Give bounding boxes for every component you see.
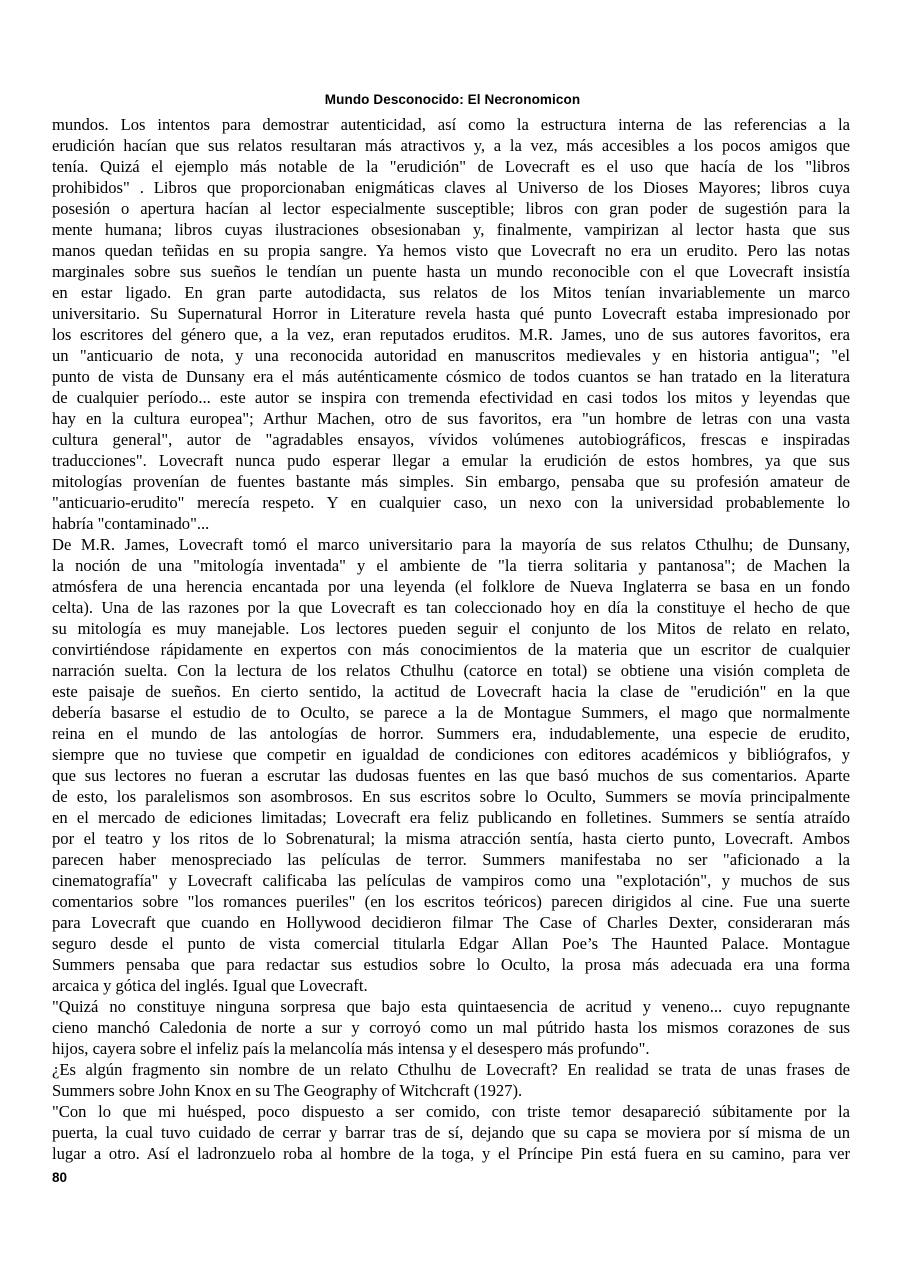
text-line: en el mercado de ediciones limitadas; Lovecraft era feliz publicando en folletines. Summers se sentía atraído xyxy=(52,808,850,827)
text-line: de esto, los paralelismos son asombrosos. En sus escritos sobre lo Oculto, Summers se movía principalmente xyxy=(52,787,850,806)
text-line: debería basarse el estudio de to Oculto, se parece a la de Montague Summers, el mago que normalmente xyxy=(52,703,850,722)
text-line: traducciones". Lovecraft nunca pudo esperar llegar a emular la erudición de estos hombres, ya que sus xyxy=(52,451,850,470)
text-line: un "anticuario de nota, y una reconocida autoridad en manuscritos medievales y en historia antigua"; "el xyxy=(52,346,850,365)
text-line: tenía. Quizá el ejemplo más notable de la "erudición" de Lovecraft es el uso que hacía de los "libros xyxy=(52,157,850,176)
text-line: ¿Es algún fragmento sin nombre de un relato Cthulhu de Lovecraft? En realidad se trata de unas frases de xyxy=(52,1060,850,1079)
text-line: Summers sobre John Knox en su The Geography of Witchcraft (1927). xyxy=(52,1081,523,1100)
text-line: puerta, la cual tuvo cuidado de cerrar y barrar tras de sí, dejando que su capa se moviera por sí misma de un xyxy=(52,1123,850,1142)
text-line: su mitología es muy manejable. Los lectores pueden seguir el conjunto de los Mitos de relato en relato, xyxy=(52,619,850,638)
paragraph xyxy=(52,534,850,996)
text-line: mundos. Los intentos para demostrar autenticidad, así como la estructura interna de las referencias a la xyxy=(52,115,850,134)
text-line: mente humana; libros cuyas ilustraciones obsesionaban y, finalmente, vampirizan al lector hasta que sus xyxy=(52,220,850,239)
text-line: erudición hacían que sus relatos resultaran más atractivos y, a la vez, más accesibles a los pocos amigos que xyxy=(52,136,850,155)
text-line: celta). Una de las razones por la que Lovecraft es tan coleccionado hoy en día la constituye el hecho de que xyxy=(52,598,850,617)
text-line: "anticuario-erudito" merecía respeto. Y en cualquier caso, un nexo con la universidad probablemente lo xyxy=(52,493,850,512)
text-line: cultura general", autor de "agradables ensayos, vívidos volúmenes autobiográficos, frescas e inspiradas xyxy=(52,430,850,449)
text-line: cinematografía" y Lovecraft calificaba las películas de vampiros como una "explotación", y muchos de sus xyxy=(52,871,850,890)
paragraph xyxy=(52,1059,850,1101)
text-line: cieno manchó Caledonia de norte a sur y corroyó como un mal pútrido hasta los mismos corazones de sus xyxy=(52,1018,850,1037)
text-line: parecen haber menospreciado las películas de terror. Summers manifestaba no ser "aficionado a la xyxy=(52,850,850,869)
text-line: Summers pensaba que para redactar sus estudios sobre lo Oculto, la prosa más adecuada era una forma xyxy=(52,955,850,974)
running-header: Mundo Desconocido: El Necronomicon xyxy=(324,92,581,107)
text-line: este paisaje de sueños. En cierto sentido, la actitud de Lovecraft hacia la clase de "erudición" en la que xyxy=(52,682,850,701)
text-line: mitologías provenían de fuentes bastante más simples. Sin embargo, pensaba que su profesión amateur de xyxy=(52,472,850,491)
text-line: marginales sobre sus sueños le tendían un puente hasta un mundo reconocible con el que Lovecraft insistía xyxy=(52,262,850,281)
text-line: que sus lectores no fueran a escrutar las dudosas fuentes en las que basó muchos de sus comentarios. Aparte xyxy=(52,766,850,785)
text-line: los escritores del género que, a la vez, eran reputados eruditos. M.R. James, uno de sus autores favoritos, era xyxy=(52,325,850,344)
paragraph xyxy=(52,996,850,1059)
text-line: comentarios sobre "los romances pueriles" (en los escritos teóricos) parecen dirigidos al cine. Fue una suerte xyxy=(52,892,850,911)
text-line: de cualquier período... este autor se inspira con tremenda efectividad en casi todos los mitos y leyendas que xyxy=(52,388,850,407)
text-line: "Quizá no constituye ninguna sorpresa que bajo esta quintaesencia de acritud y veneno... cuyo repugnante xyxy=(52,997,850,1016)
text-line: para Lovecraft que cuando en Hollywood decidieron filmar The Case of Charles Dexter, consideraran más xyxy=(52,913,850,932)
text-line: lugar a otro. Así el ladronzuelo roba al hombre de la toga, y el Príncipe Pin está fuera en su camino, para ver xyxy=(52,1144,850,1163)
text-line: arcaica y gótica del inglés. Igual que Lovecraft. xyxy=(52,976,368,995)
text-line: siempre que no tuviese que competir en igualdad de condiciones con editores académicos y bibliógrafos, y xyxy=(52,745,850,764)
text-line: posesión o apertura hacían al lector especialmente susceptible; libros con gran poder de sugestión para la xyxy=(52,199,850,218)
text-line: convirtiéndose rápidamente en expertos con más conocimientos de la materia que un escritor de cualquier xyxy=(52,640,850,659)
text-line: la noción de una "mitología inventada" y el ambiente de "la tierra solitaria y pantanosa"; de Machen la xyxy=(52,556,850,575)
text-line: prohibidos" . Libros que proporcionaban enigmáticas claves al Universo de los Dioses Mayores; libros cuya xyxy=(52,178,850,197)
page-number: 80 xyxy=(52,1170,68,1185)
text-line: en estar ligado. En gran parte autodidacta, sus relatos de los Mitos tenían invariablemente un marco xyxy=(52,283,850,302)
text-line: hijos, cayera sobre el infeliz país la melancolía más intensa y el desespero más profundo". xyxy=(52,1039,650,1058)
text-line: hay en la cultura europea"; Arthur Machen, otro de sus favoritos, era "un hombre de letras con una vasta xyxy=(52,409,850,428)
body-text xyxy=(52,114,850,1164)
text-line: De M.R. James, Lovecraft tomó el marco universitario para la mayoría de sus relatos Cthulhu; de Dunsany, xyxy=(52,535,850,554)
text-line: reina en el mundo de las antologías de horror. Summers era, indudablemente, una especie de erudito, xyxy=(52,724,850,743)
paragraph xyxy=(52,114,850,534)
text-line: atmósfera de una herencia encantada por una leyenda (el folklore de Nueva Inglaterra se basa en un fondo xyxy=(52,577,850,596)
text-line: universitario. Su Supernatural Horror in Literature revela hasta qué punto Lovecraft estaba impresionado por xyxy=(52,304,850,323)
text-line: habría "contaminado"... xyxy=(52,514,210,533)
text-line: punto de vista de Dunsany era el más auténticamente cósmico de todos cuantos se han tratado en la literatura xyxy=(52,367,850,386)
text-line: narración suelta. Con la lectura de los relatos Cthulhu (catorce en total) se obtiene una visión completa de xyxy=(52,661,850,680)
paragraph xyxy=(52,1101,850,1164)
text-line: manos quedan teñidas en su propia sangre. Ya hemos visto que Lovecraft no era un erudito. Pero las notas xyxy=(52,241,850,260)
text-line: por el teatro y los ritos de lo Sobrenatural; la misma atracción sentía, hasta cierto punto, Lovecraft. Ambos xyxy=(52,829,850,848)
text-line: seguro desde el punto de vista comercial titularla Edgar Allan Poe’s The Haunted Palace. Montague xyxy=(52,934,850,953)
text-line: "Con lo que mi huésped, poco dispuesto a ser comido, con triste temor desapareció súbitamente por la xyxy=(52,1102,850,1121)
